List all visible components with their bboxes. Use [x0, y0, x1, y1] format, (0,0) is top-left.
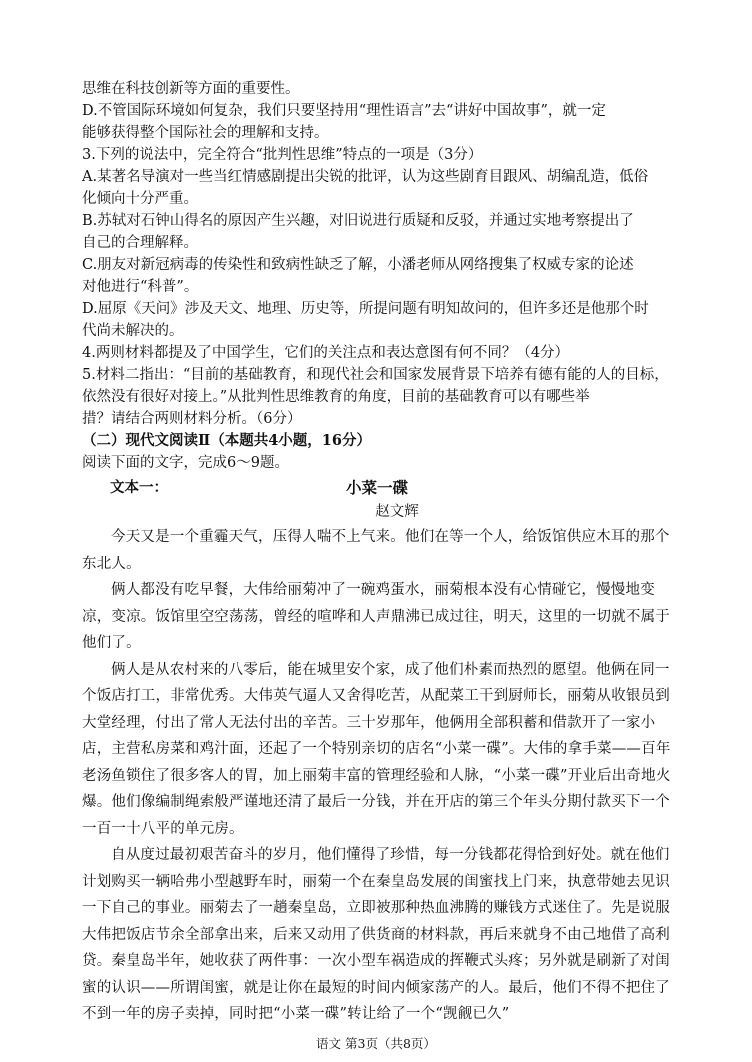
story-paragraph: 俩人是从农村来的八零后，能在城里安个家，成了他们朴素而热烈的愿望。他俩在同一个饭店打工，非常优秀。大伟英气逼人又舍得吃苦，从配菜工干到厨师长，丽菊从收银员到大堂经理，付出了常人无法付出的辛苦。三十岁那年，他俩用全部积蓄和借款开了一家小店，主营私房菜和鸡汁面，还起了一个特别亲切的店名“小菜一碟”。大伟的拿手菜——百年老汤鱼锁住了很多客人的胃，加上丽菊丰富的管理经验和人脉，“小菜一碟”开业后出奇地火爆。他们像编制绳索般严谨地还清了最后一分钱，并在开店的第三个年头分期付款买下一个一百一十八平的单元房。	[82, 661, 671, 837]
author-name: 赵文辉	[375, 504, 419, 520]
text-line: 自己的合理解释。	[82, 235, 198, 251]
text-label: 文本一：	[110, 479, 168, 496]
question-4: 4.两则材料都提及了中国学生，它们的关注点和表达意图有何不同？（4分）	[82, 345, 570, 361]
text-line: 代尚未解决的。	[82, 323, 184, 339]
question-3: 3.下列的说法中，完全符合“批判性思维”特点的一项是（3分）	[82, 147, 483, 163]
option-b-line: B.苏轼对石钟山得名的原因产生兴趣，对旧说进行质疑和反驳，并通过实地考察提出了	[82, 213, 634, 229]
document-page	[82, 78, 672, 1028]
question-5: 5.材料二指出：“目前的基础教育，和现代社会和国家发展背景下培养有德有能的人的目标，	[82, 367, 669, 383]
story-paragraph: 俩人都没有吃早餐，大伟给丽菊冲了一碗鸡蛋水，丽菊根本没有心情碰它，慢慢地变凉，变凉。饭馆里空空荡荡，曾经的喧哗和人声鼎沸已成过往，明天，这里的一切就不属于他们了。	[82, 582, 670, 651]
story-paragraph: 今天又是一个重霾天气，压得人喘不上气来。他们在等一个人，给饭馆供应木耳的那个东北人。	[82, 529, 670, 572]
text-line: 化倾向十分严重。	[82, 191, 198, 207]
story-body	[82, 524, 672, 1028]
option-a-line: A.某著名导演对一些当红情感剧提出尖锐的批评，认为这些剧育目跟风、胡编乱造，低俗	[82, 169, 649, 185]
option-d-line: D.屈原《天问》涉及天文、地理、历史等，所提问题有明知故问的，但许多还是他那个时	[82, 301, 649, 317]
section-heading: （二）现代文阅读Ⅱ（本题共4小题，16分）	[82, 432, 371, 449]
story-paragraph: 自从度过最初艰苦奋斗的岁月，他们懂得了珍惜，每一分钱都花得恰到好处。就在他们计划购买一辆哈弗小型越野车时，丽菊一个在秦皇岛发展的闺蜜找上门来，执意带她去见识一下自己的事业。丽菊去了一趟秦皇岛，立即被那种热血沸腾的赚钱方式迷住了。先是说服大伟把饭店节余全部拿出来，后来又动用了供货商的材料款，再后来就身不由己地借了高利贷。秦皇岛半年，她收获了两件事：一次小型车祸造成的挥鞭式头疼；另外就是刷新了对闺蜜的认识——所谓闺蜜，就是让你在最短的时间内倾家荡产的人。最后，他们不得不把住了不到一年的房子卖掉，同时把“小菜一碟”转让给了一个“觊觎已久”	[82, 847, 670, 1022]
question-block	[82, 78, 672, 430]
story-title: 小菜一碟	[345, 478, 408, 497]
option-c-line: C.朋友对新冠病毒的传染性和致病性缺乏了解，小潘老师从网络搜集了权威专家的论述	[82, 257, 634, 273]
text-line: 能够获得整个国际社会的理解和支持。	[82, 125, 329, 141]
text-line: 措？请结合两则材料分析。（6分）	[82, 411, 302, 427]
text-line: 对他进行“科普”。	[82, 279, 199, 295]
page-footer: 语文 第3页（共8页）	[316, 1036, 436, 1051]
story-title-row	[82, 474, 672, 500]
text-line: 思维在科技创新等方面的重要性。	[82, 81, 300, 97]
instruction-line: 阅读下面的文字，完成6～9题。	[82, 455, 289, 471]
text-line: 依然没有很好对接上。”从批判性思维教育的角度，目前的基础教育可以有哪些举	[82, 389, 590, 405]
option-d-line: D.不管国际环境如何复杂，我们只要坚持用“理性语言”去“讲好中国故事”，就一定	[82, 103, 606, 119]
